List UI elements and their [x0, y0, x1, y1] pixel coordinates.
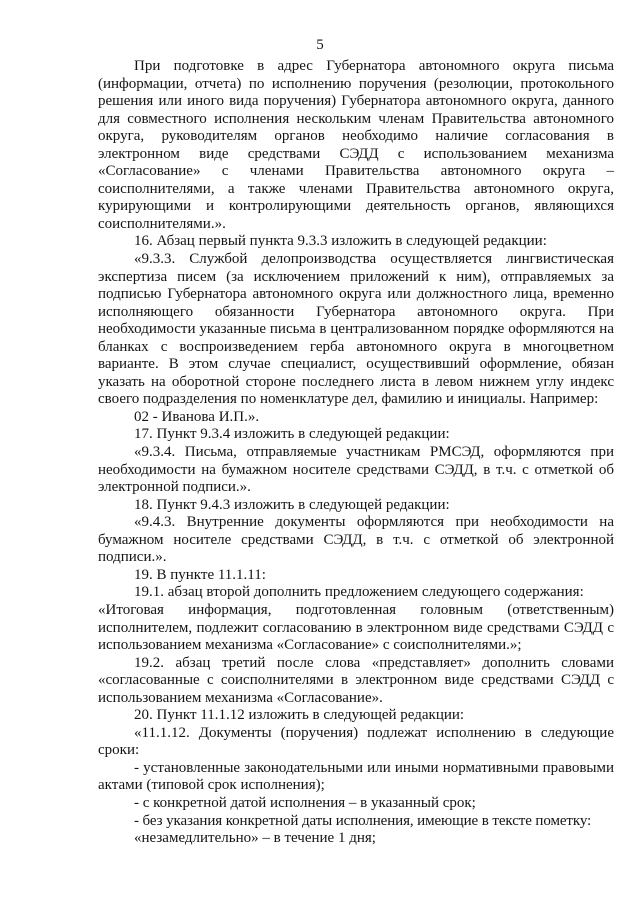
paragraph-clause-9-3-3: «9.3.3. Службой делопроизводства осуществляется лингвистическая экспертиза писем (за исключением приложений к ним), отправляемых за подписью Губернатора автономного округа или должностного лица, временно исполняющего обязанности Губернатора автономного округа. При необходимости указанные письма в централизованном порядке оформляются на бланках с воспроизведением герба автономного округа в многоцветном варианте. В этом случае специалист, осуществивший оформление, обязан указать на оборотной стороне последнего листа в левом нижнем углу индекс своего подразделения по номенклатуре дел, фамилию и инициалы. Например: — [98, 251, 614, 408]
document-body — [98, 58, 614, 848]
paragraph-item-19-2: 19.2. абзац третий после слова «представляет» дополнить словами «согласованные с соисполнителями в электронном виде средствами СЭДД с использованием механизма «Согласование». — [98, 654, 614, 706]
page-number: 5 — [316, 37, 324, 53]
paragraph-item-19-1: 19.1. абзац второй дополнить предложением следующего содержания: — [134, 584, 584, 601]
list-item-no-date: - без указания конкретной даты исполнения, имеющие в тексте пометку: — [134, 812, 592, 829]
paragraph-approval-requirement: При подготовке в адрес Губернатора автономного округа письма (информации, отчета) по исполнению поручения (резолюции, протокольного решения или иного вида поручения) Губернатора автономного округа, данного для совместного исполнения нескольким членам Правительства автономного округа, руководителям органов необходимо наличие согласования в электронном виде средствами СЭДД с использованием механизма «Согласование» с членами Правительства автономного округа – соисполнителями, а также членами Правительства автономного округа, курирующими и контролирующими деятельность органов, являющихся соисполнителями.». — [98, 58, 614, 232]
list-item-established-terms: - установленные законодательными или иными нормативными правовыми актами (типовой срок исполнения); — [98, 759, 614, 794]
paragraph-clause-9-4-3: «9.4.3. Внутренние документы оформляются при необходимости на бумажном носителе средствами СЭДД, в т.ч. с отметкой об электронной подписи.». — [98, 514, 614, 566]
list-item-specific-date: - с конкретной датой исполнения – в указанный срок; — [134, 794, 476, 811]
paragraph-clause-9-3-4: «9.3.4. Письма, отправляемые участникам РМСЭД, оформляются при необходимости на бумажном носителе средствами СЭДД, в т.ч. с отметкой об электронной подписи.». — [98, 444, 614, 496]
paragraph-item-16: 16. Абзац первый пункта 9.3.3 изложить в следующей редакции: — [134, 233, 547, 250]
paragraph-final-information: «Итоговая информация, подготовленная головным (ответственным) исполнителем, подлежит согласованию в электронном виде средствами СЭДД с использованием механизма «Согласование» с соисполнителями.»; — [98, 601, 614, 654]
paragraph-item-17: 17. Пункт 9.3.4 изложить в следующей редакции: — [134, 426, 450, 443]
paragraph-item-20: 20. Пункт 11.1.12 изложить в следующей редакции: — [134, 707, 465, 724]
paragraph-item-18: 18. Пункт 9.4.3 изложить в следующей редакции: — [134, 496, 450, 513]
list-item-immediately: «незамедлительно» – в течение 1 дня; — [134, 830, 376, 847]
paragraph-clause-11-1-12: «11.1.12. Документы (поручения) подлежат исполнению в следующие сроки: — [98, 724, 614, 759]
paragraph-example-index: 02 - Иванова И.П.». — [134, 408, 260, 425]
paragraph-item-19: 19. В пункте 11.1.11: — [134, 566, 266, 583]
